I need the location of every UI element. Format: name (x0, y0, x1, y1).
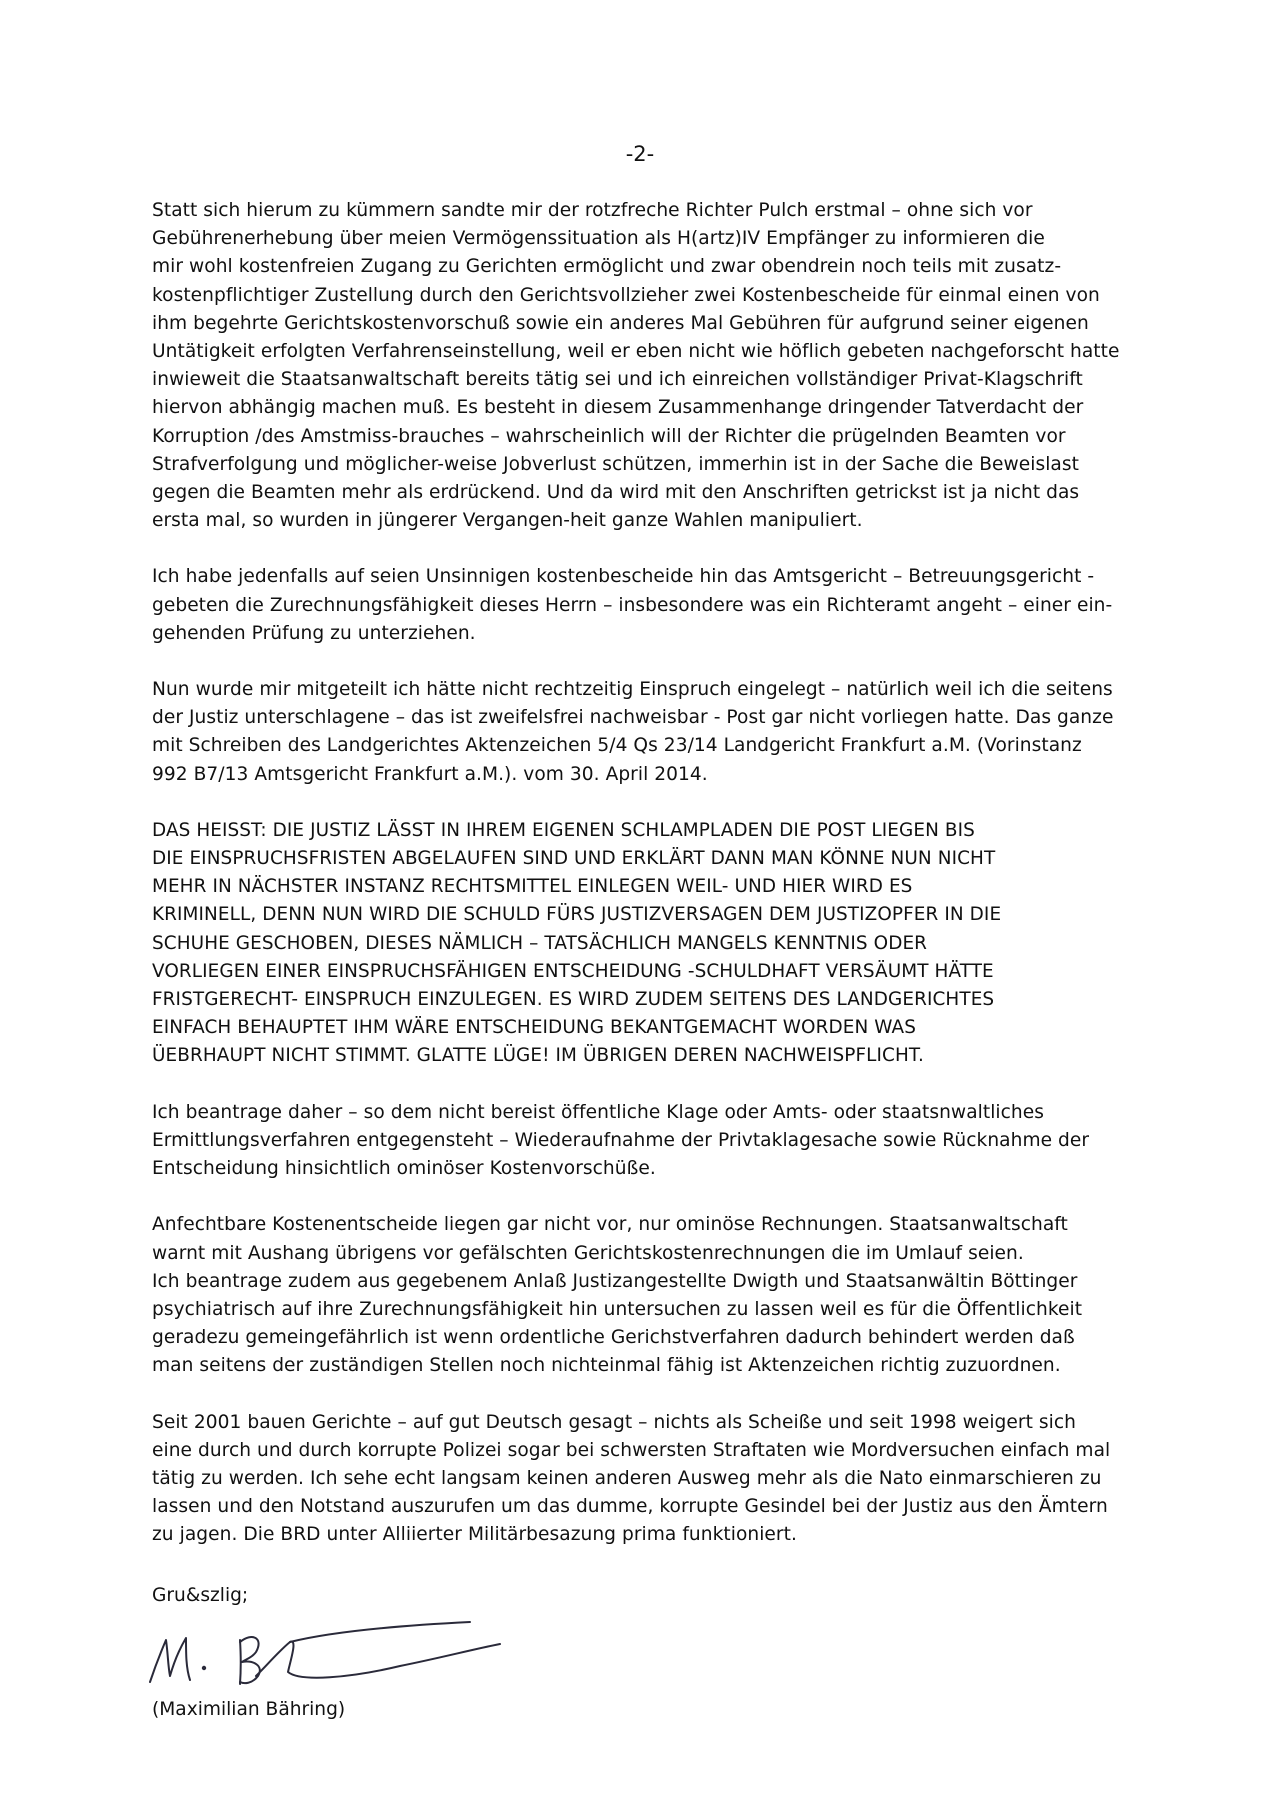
paragraph (152, 1409, 1162, 1550)
handwritten-signature (140, 1610, 520, 1700)
text-line: Seit 2001 bauen Gerichte – auf gut Deutsch gesagt – nichts als Scheiße und seit 1998 weigert sich (152, 1411, 1076, 1433)
text-line: geradezu gemeingefährlich ist wenn ordentliche Gerichstverfahren dadurch behindert werden daß (152, 1327, 1075, 1349)
text-line: Gebührenerhebung über meien Vermögenssituation als H(artz)IV Empfänger zu informieren die (152, 228, 1045, 250)
letter-body (152, 197, 1162, 1578)
closing-salutation: Gru&szlig; (152, 1585, 249, 1606)
text-line: EINFACH BEHAUPTET IHM WÄRE ENTSCHEIDUNG BEKANTGEMACHT WORDEN WAS (152, 1017, 916, 1039)
paragraph (152, 1099, 1162, 1184)
text-line: zu jagen. Die BRD unter Alliierter Militärbesazung prima funktioniert. (152, 1524, 797, 1546)
text-line: gehenden Prüfung zu unterziehen. (152, 622, 476, 644)
paragraph (152, 197, 1162, 535)
text-line: Ich beantrage zudem aus gegebenem Anlaß Justizangestellte Dwigth und Staatsanwältin Böttinger (152, 1270, 1078, 1292)
paragraph (152, 1211, 1162, 1380)
text-line: inwieweit die Staatsanwaltschaft bereits tätig sei und ich einreichen vollständiger Privat-Klagschrift (152, 369, 1083, 391)
text-line: VORLIEGEN EINER EINSPRUCHSFÄHIGEN ENTSCHEIDUNG -SCHULDHAFT VERSÄUMT HÄTTE (152, 960, 994, 982)
text-line: mir wohl kostenfreien Zugang zu Gerichten ermöglicht und zwar obendrein noch teils mit zusatz- (152, 256, 1062, 278)
text-line: eine durch und durch korrupte Polizei sogar bei schwersten Straftaten wie Mordversuchen einfach mal (152, 1439, 1111, 1461)
text-line: MEHR IN NÄCHSTER INSTANZ RECHTSMITTEL EINLEGEN WEIL- UND HIER WIRD ES (152, 876, 913, 898)
text-line: DIE EINSPRUCHSFRISTEN ABGELAUFEN SIND UND ERKLÄRT DANN MAN KÖNNE NUN NICHT (152, 848, 996, 870)
text-line: Statt sich hierum zu kümmern sandte mir der rotzfreche Richter Pulch erstmal – ohne sich vor (152, 200, 1033, 221)
text-line: KRIMINELL, DENN NUN WIRD DIE SCHULD FÜRS JUSTIZVERSAGEN DEM JUSTIZOPFER IN DIE (152, 904, 1002, 926)
text-line: Entscheidung hinsichtlich ominöser Kostenvorschüße. (152, 1158, 656, 1180)
text-line: DAS HEISST: DIE JUSTIZ LÄSST IN IHREM EIGENEN SCHLAMPLADEN DIE POST LIEGEN BIS (152, 819, 975, 841)
text-line: gebeten die Zurechnungsfähigkeit dieses Herrn – insbesondere was ein Richteramt angeht – einer ein- (152, 594, 1113, 616)
text-line: Anfechtbare Kostenentscheide liegen gar nicht vor, nur ominöse Rechnungen. Staatsanwaltschaft (152, 1214, 1068, 1236)
paragraph (152, 563, 1162, 648)
text-line: FRISTGERECHT- EINSPRUCH EINZULEGEN. ES WIRD ZUDEM SEITENS DES LANDGERICHTES (152, 989, 995, 1011)
text-line: Strafverfolgung und möglicher-weise Jobverlust schützen, immerhin ist in der Sache die Beweislast (152, 453, 1079, 475)
text-line: Nun wurde mir mitgeteilt ich hätte nicht rechtzeitig Einspruch eingelegt – natürlich weil ich die seitens (152, 679, 1113, 701)
text-line: ihm begehrte Gerichtskostenvorschuß sowie ein anderes Mal Gebühren für aufgrund seiner eigenen (152, 312, 1089, 334)
page-number: -2- (625, 142, 655, 166)
text-line: warnt mit Aushang übrigens vor gefälschten Gerichtskostenrechnungen die im Umlauf seien. (152, 1242, 1024, 1264)
text-line: Korruption /des Amstmiss-brauches – wahrscheinlich will der Richter die prügelnden Beamten vor (152, 425, 1066, 447)
text-line: gegen die Beamten mehr als erdrückend. Und da wird mit den Anschriften getrickst ist ja nicht das (152, 482, 1080, 504)
text-line: kostenpflichtiger Zustellung durch den Gerichtsvollzieher zwei Kostenbescheide für einmal einen von (152, 284, 1100, 306)
text-line: ÜEBRHAUPT NICHT STIMMT. GLATTE LÜGE! IM ÜBRIGEN DEREN NACHWEISPFLICHT. (152, 1045, 924, 1067)
text-line: Untätigkeit erfolgten Verfahrenseinstellung, weil er eben nicht wie höflich gebeten nachgeforscht hatte (152, 341, 1120, 363)
text-line: psychiatrisch auf ihre Zurechnungsfähigkeit hin untersuchen zu lassen weil es für die Öffentlichkeit (152, 1298, 1083, 1320)
text-line: SCHUHE GESCHOBEN, DIESES NÄMLICH – TATSÄCHLICH MANGELS KENNTNIS ODER (152, 932, 928, 954)
text-line: lassen und den Notstand auszurufen um das dumme, korrupte Gesindel bei der Justiz aus den Ämtern (152, 1496, 1108, 1518)
text-line: Ermittlungsverfahren entgegensteht – Wiederaufnahme der Privtaklagesache sowie Rücknahme der (152, 1129, 1090, 1151)
paragraph (152, 817, 1162, 1071)
text-line: mit Schreiben des Landgerichtes Aktenzeichen 5/4 Qs 23/14 Landgericht Frankfurt a.M. (Vorinstanz (152, 735, 1082, 757)
signer-name: (Maximilian Bähring) (152, 1699, 346, 1720)
text-line: man seitens der zuständigen Stellen noch nichteinmal fähig ist Aktenzeichen richtig zuzuordnen. (152, 1355, 1061, 1377)
text-line: tätig zu werden. Ich sehe echt langsam keinen anderen Ausweg mehr als die Nato einmarschieren zu (152, 1467, 1102, 1489)
text-line: der Justiz unterschlagene – das ist zweifelsfrei nachweisbar - Post gar nicht vorliegen hatte. Das ganze (152, 707, 1114, 729)
text-line: Ich habe jedenfalls auf seien Unsinnigen kostenbescheide hin das Amtsgericht – Betreuungsgericht - (152, 566, 1095, 588)
text-line: 992 B7/13 Amtsgericht Frankfurt a.M.). vom 30. April 2014. (152, 763, 708, 785)
paragraph (152, 676, 1162, 789)
text-line: Ich beantrage daher – so dem nicht bereist öffentliche Klage oder Amts- oder staatsnwaltliches (152, 1101, 1044, 1123)
text-line: hiervon abhängig machen muß. Es besteht in diesem Zusammenhange dringender Tatverdacht der (152, 397, 1084, 419)
text-line: ersta mal, so wurden in jüngerer Vergangen-heit ganze Wahlen manipuliert. (152, 510, 863, 532)
